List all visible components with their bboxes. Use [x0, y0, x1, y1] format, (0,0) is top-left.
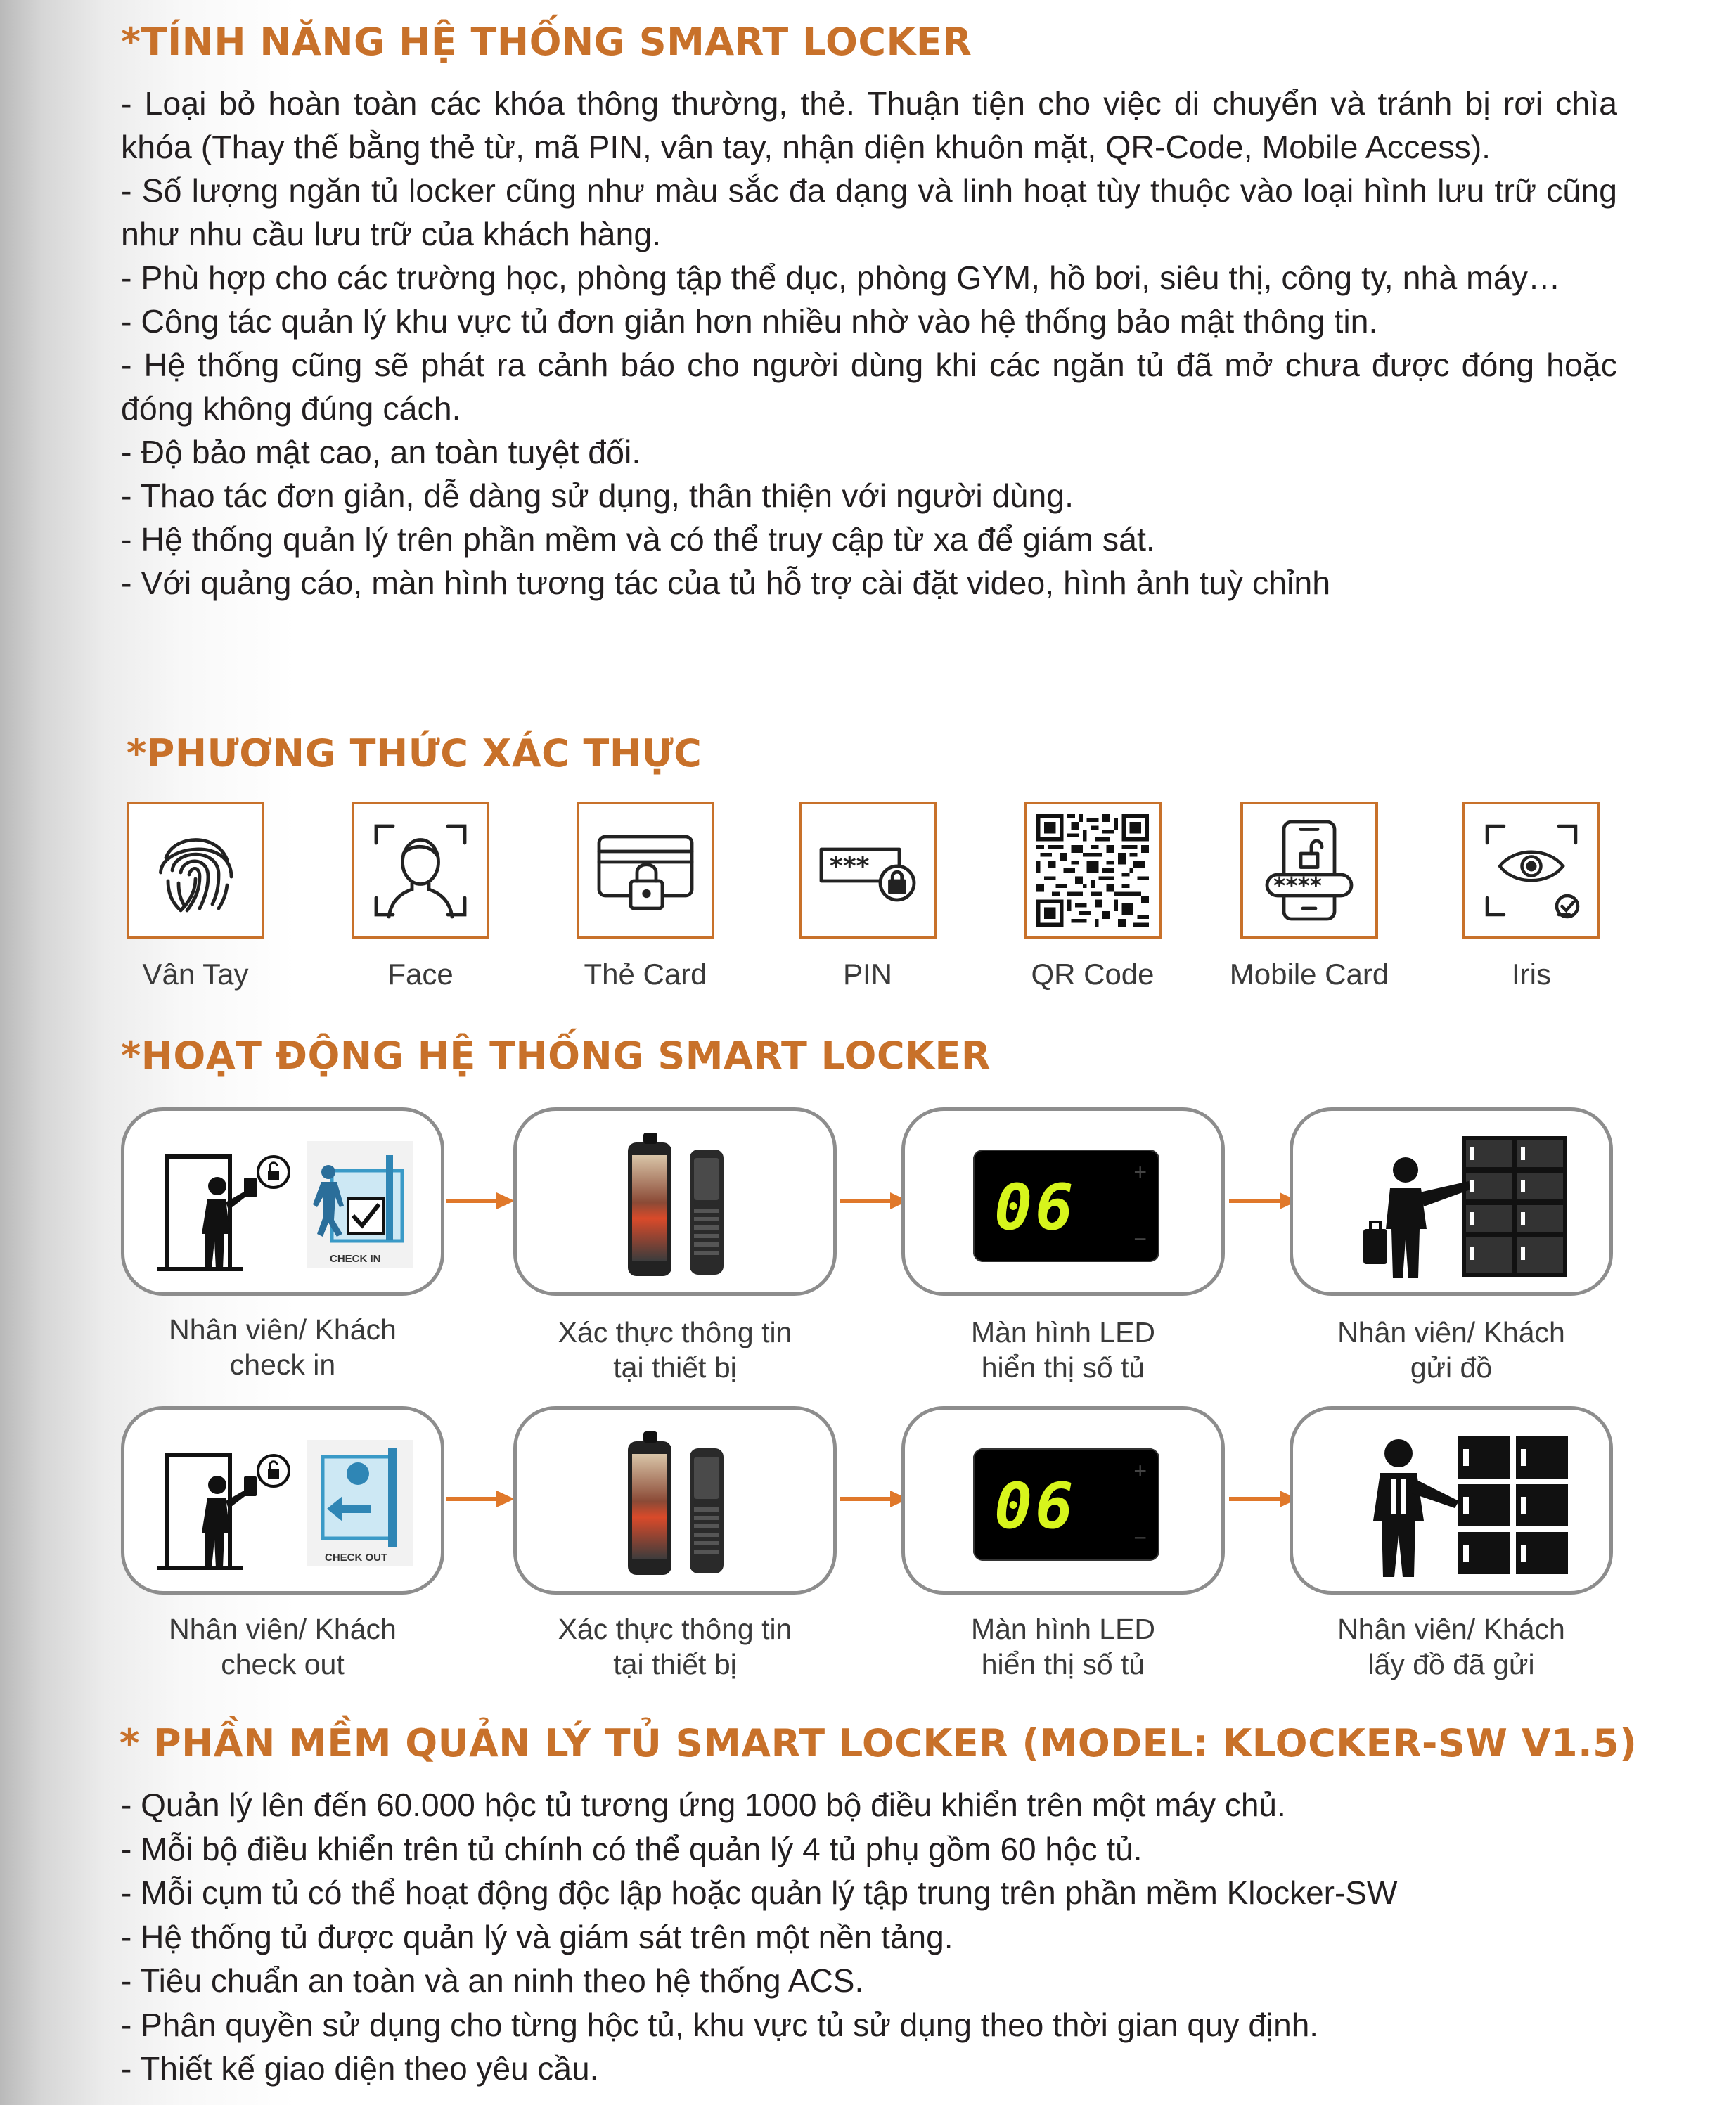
flow-step-led [901, 1406, 1225, 1595]
list-item: - Phù hợp cho các trường học, phòng tập thể dục, phòng GYM, hồ bơi, siêu thị, công ty, nhà máy… [121, 259, 1561, 296]
auth-label-fingerprint: Vân Tay [142, 958, 249, 991]
checkout-illustration [139, 1427, 434, 1575]
mobile-unlock-icon [1256, 814, 1362, 927]
svg-text:***: *** [830, 852, 870, 881]
auth-label-card: Thẻ Card [584, 958, 707, 991]
list-item: - Công tác quản lý khu vực tủ đơn giản hơn nhiều nhờ vào hệ thống bảo mật thông tin. [121, 303, 1378, 340]
locker-retrieve-illustration [1314, 1422, 1595, 1584]
svg-text:****: **** [1273, 872, 1323, 899]
auth-iris-tile [1462, 802, 1600, 939]
flow-step-checkin [121, 1107, 444, 1296]
auth-label-mobile: Mobile Card [1229, 958, 1389, 991]
list-item: - Loại bỏ hoàn toàn các khóa thông thường, thẻ. Thuận tiện cho việc di chuyển và tránh bị rơi chìa khóa (Thay thế bằng thẻ từ, mã PIN, vân tay, nhận diện khuôn mặt, QR-Code, Mobile Access). [121, 85, 1617, 165]
software-list [121, 1783, 1654, 2091]
led-number: 06 [994, 1171, 1076, 1244]
flow-step-led [901, 1107, 1225, 1296]
software-title: * PHẦN MỀM QUẢN LÝ TỦ SMART LOCKER (MODEL: KLOCKER-SW V1.5) [120, 1721, 1638, 1765]
card-lock-icon [593, 818, 698, 923]
arrow-right-icon [840, 1485, 910, 1513]
flow-step-retrieve [1290, 1406, 1613, 1595]
features-title: *TÍNH NĂNG HỆ THỐNG SMART LOCKER [121, 20, 972, 64]
list-item: - Hệ thống quản lý trên phần mềm và có thể truy cập từ xa để giám sát. [121, 521, 1155, 558]
list-item: - Thao tác đơn giản, dễ dàng sử dụng, thân thiện với người dùng. [121, 477, 1074, 514]
flow-step-checkout [121, 1406, 444, 1595]
card-reader-device [690, 1448, 724, 1573]
flow-caption: Nhân viên/ Khách check in [169, 1313, 397, 1381]
flow-caption: Xác thực thông tin tại thiết bị [558, 1316, 792, 1384]
list-item: - Tiêu chuẩn an toàn và an ninh theo hệ thống ACS. [121, 1962, 864, 1999]
auth-mobile-tile [1240, 802, 1378, 939]
flow-caption: Nhân viên/ Khách lấy đồ đã gửi [1337, 1613, 1565, 1680]
face-terminal-device [628, 1142, 671, 1276]
operation-title: *HOẠT ĐỘNG HỆ THỐNG SMART LOCKER [121, 1034, 991, 1078]
fingerprint-icon [143, 818, 248, 923]
auth-label-iris: Iris [1512, 958, 1551, 991]
auth-qr-tile [1024, 802, 1162, 939]
list-item: - Hệ thống cũng sẽ phát ra cảnh báo cho người dùng khi các ngăn tủ đã mở chưa được đóng hoặc đóng không đúng cách. [121, 347, 1617, 427]
arrow-right-icon [446, 1485, 516, 1513]
flow-caption: Xác thực thông tin tại thiết bị [558, 1613, 792, 1680]
list-item: - Hệ thống tủ được quản lý và giám sát trên một nền tảng. [121, 1918, 953, 1955]
arrow-right-icon [840, 1187, 910, 1215]
pin-lock-icon [811, 818, 924, 923]
qr-code-icon [1036, 814, 1149, 927]
list-item: - Với quảng cáo, màn hình tương tác của tủ hỗ trợ cài đặt video, hình ảnh tuỳ chỉnh [121, 565, 1331, 601]
auth-pin-tile [799, 802, 937, 939]
card-reader-device [690, 1150, 724, 1275]
checkout-caption: CHECK OUT [325, 1552, 388, 1564]
list-item: - Độ bảo mật cao, an toàn tuyệt đối. [121, 434, 641, 470]
iris-scan-icon [1479, 818, 1584, 923]
arrow-right-icon [446, 1187, 516, 1215]
auth-label-face: Face [387, 958, 454, 991]
flow-caption: Nhân viên/ Khách check out [169, 1613, 397, 1680]
face-id-icon [368, 818, 473, 923]
auth-face-tile [352, 802, 489, 939]
flow-step-deposit [1290, 1107, 1613, 1296]
flow-step-verify [513, 1406, 837, 1595]
flow-caption: Nhân viên/ Khách gửi đồ [1337, 1316, 1565, 1384]
arrow-right-icon [1229, 1187, 1299, 1215]
list-item: - Mỗi bộ điều khiển trên tủ chính có thể quản lý 4 tủ phụ gồm 60 hộc tủ. [121, 1830, 1143, 1867]
list-item: - Phân quyền sử dụng cho từng hộc tủ, khu vực tủ sử dụng theo thời gian quy định. [121, 2006, 1319, 2043]
list-item: - Thiết kế giao diện theo yêu cầu. [121, 2050, 599, 2087]
checkin-caption: CHECK IN [330, 1253, 381, 1265]
flow-step-verify [513, 1107, 837, 1296]
flow-caption: Màn hình LED hiển thị số tủ [970, 1613, 1156, 1680]
auth-label-qr: QR Code [1031, 958, 1155, 991]
list-item: - Số lượng ngăn tủ locker cũng như màu sắc đa dạng và linh hoạt tùy thuộc vào loại hình lưu trữ cũng như nhu cầu lưu trữ của khách hàng. [121, 172, 1617, 252]
face-terminal-device [628, 1441, 671, 1575]
checkin-illustration [139, 1128, 434, 1276]
arrow-right-icon [1229, 1485, 1299, 1513]
auth-card-tile [577, 802, 714, 939]
locker-deposit-illustration [1314, 1124, 1595, 1285]
flow-caption: Màn hình LED hiển thị số tủ [970, 1316, 1156, 1384]
features-list [121, 82, 1617, 605]
auth-fingerprint-tile [127, 802, 264, 939]
auth-title: *PHƯƠNG THỨC XÁC THỰC [127, 731, 702, 775]
led-display: 06 + − [973, 1150, 1159, 1262]
auth-label-pin: PIN [842, 958, 892, 991]
led-display: 06 + − [973, 1448, 1159, 1561]
list-item: - Quản lý lên đến 60.000 hộc tủ tương ứng 1000 bộ điều khiển trên một máy chủ. [121, 1787, 1286, 1823]
list-item: - Mỗi cụm tủ có thể hoạt động độc lập hoặc quản lý tập trung trên phần mềm Klocker-SW [121, 1874, 1398, 1911]
led-number: 06 [994, 1469, 1076, 1543]
